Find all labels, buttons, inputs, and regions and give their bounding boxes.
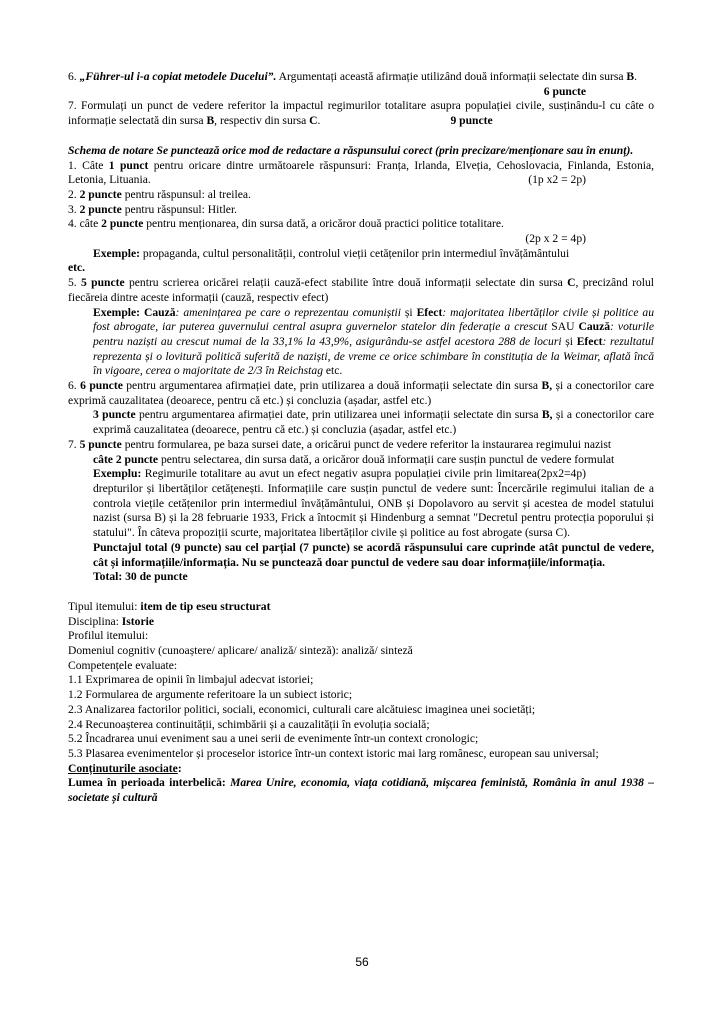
points: câte 2 puncte [93,452,159,466]
text: propaganda, cultul personalității, controlul vieții cetățenilor prin intermediul învățământului [140,246,570,260]
points: 6 puncte [80,379,123,393]
question-6-points [68,85,654,100]
answer-7-total-note [93,541,654,570]
text: : [177,761,182,775]
label: Efect [416,305,443,319]
answer-5-examples [93,306,654,380]
competence-item: 5.2 Încadrarea unui eveniment sau a unei serii de evenimente într-un context cronologic; [68,732,479,746]
text: pentru menționarea, din sursa dată, a oricăror două practici politice totalitare. [143,217,504,231]
source-ref: B [206,114,215,128]
text: pentru răspunsul: Hitler. [121,202,238,216]
text: pentru formularea, pe baza sursei date, a oricărui punct de vedere referitor la instaurarea regimului nazist [121,437,612,451]
answer-6 [68,379,654,408]
label: Disciplina: [68,614,122,628]
item-type [68,600,654,615]
answer-4-etc [68,261,654,276]
total-score [93,570,654,585]
points: 2 puncte [79,202,122,216]
contents-title [68,762,654,777]
text: : majoritatea libertăților civile și politice au fost abrogate, iar puterea guvernului central asupra guvernelor statelor din federație a crescut [93,305,655,334]
question-6 [68,70,654,85]
text: 2. [68,187,80,201]
question-7 [68,99,654,128]
points: 1 punct [108,158,149,172]
text: etc. [323,364,343,378]
text: 1. Câte [68,158,109,172]
score: (2p x 2 = 4p) [525,232,586,246]
text: Conținuturile asociate [68,761,178,775]
answer-1 [68,159,654,188]
competences-title: Competențele evaluate: [68,658,178,672]
text: Regimurile totalitare au avut un efect negativ asupra populației civile prin limitarea drepturilor și libertăților cetățenești. Informațiile care susțin punctul de vedere sunt: Încercările regimului italian de a controla viețile cetățenilor prin intermediul învățământului, ONB și Dopolavoro au servit și acestea de model statului nazist (sursa B) și la 28 februarie 1933, Frick a întocmit și Hindenburg a semnat "Decretul pentru protecția poporului și statului". În câteva propoziții scurte, majoritatea libertăților civile și politice au fost abrogate (sursa C). [93,467,654,540]
answer-3 [68,203,654,218]
source-ref: C [309,114,318,128]
text: SAU [547,320,579,334]
source-ref: B, [541,379,553,393]
competence-item: 1.2 Formularea de argumente referitoare la un subiect istoric; [68,688,353,702]
text: : rezultatul reprezenta și o lovitură politică suferită de naziști, de vreme ce orice schimbare în constituția de la Weimar, aflată încă în vigoare, cerea o majoritate de 2/3 în Reichstag [93,334,655,378]
question-text: , respectiv din sursa [214,114,310,128]
text: : [221,776,231,790]
points: 5 puncte [79,437,122,451]
text: și a conectorilor care exprimă cauzalitatea (deoarece, pentru că etc.) și concluzia (așadar, astfel etc.) [68,379,654,407]
score: (2px2=4p) [536,467,586,481]
item-profile: Profilul itemului: [68,629,149,643]
question-number: 6. [68,70,80,83]
text: 5. [68,276,82,290]
points: 3 puncte [93,408,136,422]
example-label: Exemple: [93,246,141,260]
item-domain: Domeniul cognitiv (cunoaștere/ aplicare/ analiză/ sinteză): analiză/ sinteză [68,644,413,658]
page-number: 56 [355,955,369,969]
answer-4 [68,217,654,232]
text: pentru scrierea oricărei relații cauză-efect stabilite între două informații selectate din sursa [124,276,568,290]
answer-2 [68,188,654,203]
text: pentru oricare dintre următoarele răspunsuri: Franța, Irlanda, Elveția, Cehoslovacia, Finlanda, Estonia, Letonia, Lituania. [68,158,655,187]
competence-item: 2.4 Recunoașterea continuității, schimbării și a cauzalității în evoluția socială; [68,717,430,731]
points: 5 puncte [81,276,125,290]
competence-item: 1.1 Exprimarea de opinii în limbajul adecvat istoriei; [68,673,314,687]
item-discipline [68,615,654,630]
points: 6 puncte [543,84,586,98]
text: pentru argumentarea afirmației date, prin utilizarea unei informații selectate din sursa [135,408,542,422]
value: Istorie [121,614,154,628]
value: item de tip eseu structurat [140,599,271,613]
text: etc. [68,261,86,275]
source-ref: B, [541,408,553,422]
source-ref: C [567,276,576,290]
answer-6-partial [93,408,654,437]
question-text: 7. Formulați un punct de vedere referitor la impactul regimurilor totalitare asupra populației civile, susținându-l cu câte o informație selectată din sursa [68,99,654,128]
question-text: Argumentați această afirmație utilizând două informații selectate din sursa [276,70,627,83]
competence-item: 2.3 Analizarea factorilor politici, sociali, economici, culturali care alcătuiesc imaginea unei societăți; [68,702,536,716]
text: și a conectorilor care exprimă cauzalitatea (deoarece, pentru că etc.) și concluzia (așadar, astfel etc.) [93,408,654,437]
example-label: Exemplu: [93,467,142,481]
label: Cauză [578,320,611,334]
text: Total: 30 de puncte [93,570,188,584]
text: 4. câte [68,217,102,231]
text: 6. [68,379,81,393]
document-page [68,70,654,806]
example-label: Exemple: Cauză [93,305,176,319]
answer-4-examples [93,247,654,262]
answer-4-score [68,232,654,247]
punct: . [317,114,321,128]
answer-5 [68,276,654,305]
schema-title [68,144,654,159]
text: și [561,334,577,348]
text: : voturile pentru naziști au crescut numai de la 33,1% la 43,9%, asigurându-se astfel acestora 288 de locuri [93,320,654,348]
schema-title-text: Schema de notare Se punctează orice mod de redactare a răspunsului corect (prin precizare/menționare sau în enunț). [68,143,634,157]
text: și [400,305,417,319]
text: pentru răspunsul: al treilea. [121,187,251,201]
contents-text [68,776,654,805]
text: Lumea în perioada interbelică [68,776,222,790]
punct: . [634,70,638,83]
text: 3. [68,202,80,216]
text: 7. [68,437,80,451]
score: (1p x2 = 2p) [528,173,586,187]
text: pentru argumentarea afirmației date, prin utilizarea a două informații selectate din sursa [122,379,542,393]
competence-item: 5.3 Plasarea evenimentelor și proceselor istorice într-un context istoric mai larg românesc, european sau universal; [68,746,599,760]
label: Efect [576,334,603,348]
answer-7 [68,438,654,453]
quote: „Führer-ul i-a copiat metodele Ducelui”. [79,70,277,83]
text: Marea Unire, economia, viața cotidiană, mișcarea feministă, România în anul 1938 – societate și cultură [68,776,655,805]
points: 9 puncte [450,114,493,128]
source-ref: B [626,70,635,83]
points: 2 puncte [101,217,144,231]
label: Tipul itemului: [68,599,141,613]
text: , precizând rolul fiecăreia dintre aceste informații (cauză, respectiv efect) [68,276,654,304]
text: pentru selectarea, din sursa dată, a oricăror două informații care susțin punctul de vedere formulat [158,452,615,466]
points: 2 puncte [79,187,122,201]
text: : amenințarea pe care o reprezentau comuniștii [175,305,401,319]
text: Punctajul total (9 puncte) sau cel parțial (7 puncte) se acordă răspunsului care cuprinde atât punctul de vedere, cât și informațiile/informația. Nu se punctează doar punctul de vedere sau doar informațiile/informația. [93,540,654,569]
